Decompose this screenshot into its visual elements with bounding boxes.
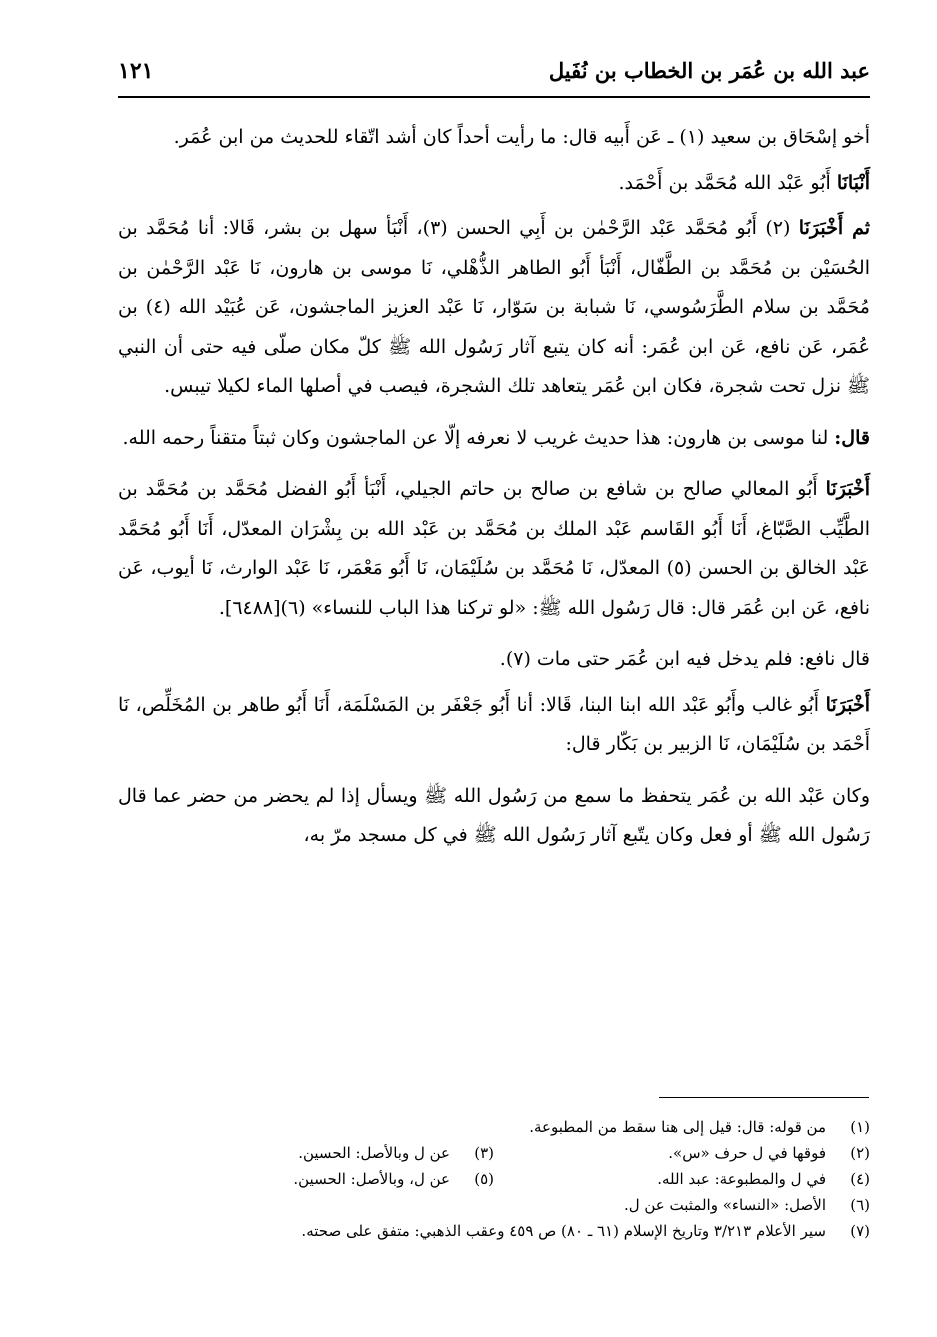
footnote-6 [624, 1192, 870, 1218]
footnote-text: عن ل، وبالأصل: الحسين. [293, 1170, 450, 1188]
paragraph-5 [118, 470, 870, 628]
footnote-text: فوقها في ل حرف «س». [668, 1144, 826, 1162]
footnote-1 [529, 1114, 870, 1140]
paragraph-text: أَبُو عَبْد الله مُحَمَّد بن أَحْمَد. [618, 171, 837, 194]
paragraph-3 [118, 209, 870, 407]
footnote-4 [494, 1166, 870, 1192]
footnote-3 [118, 1140, 494, 1166]
paragraph-text: أخو إسْحَاق بن سعيد (١) ـ عَن أَبيه قال: ما رأيت أحداً كان أشد اتّقاء للحديث من ابن عُمَر. [173, 126, 870, 148]
paragraph-text: قال نافع: فلم يدخل فيه ابن عُمَر حتى مات (٧). [499, 648, 870, 670]
footnote-7 [301, 1218, 870, 1244]
footnote-number: (١) [850, 1118, 870, 1136]
paragraph-lead: أَخْبَرَنَا [825, 478, 870, 500]
header-divider [118, 96, 870, 98]
paragraph-4 [118, 419, 870, 459]
paragraph-6 [118, 640, 870, 680]
footnote-text: سير الأعلام ٣/٢١٣ وتاريخ الإسلام (٦١ ـ ٨٠) ص ٤٥٩ وعقب الذهبي: متفق على صحته. [301, 1222, 826, 1240]
paragraph-8 [118, 777, 870, 856]
paragraph-text: أَبُو المعالي صالح بن شافع بن صالح بن حاتم الجيلي، أَنْبَأ أَبُو الفضل مُحَمَّد بن مُحَمَّد بن الطَّيِّب الصَّبّاغ، أَنَا أَبُو القَاسم عَبْد الملك بن مُحَمَّد بن عَبْد الله بن بِشْرَان المعدّل، أَنَا أَبُو مُحَمَّد عَبْد الخالق بن الحسن (٥) المعدّل، نَا مُحَمَّد بن سُلَيْمَان، نَا أَبُو مَعْمَر، نَا عَبْد الوارث، نَا أيوب، عَن نافع، عَن ابن عُمَر قال: قال رَسُول الله ﷺ: «لو تركنا هذا الباب للنساء» (٦)[٦٤٨٨]. [118, 478, 870, 619]
footnote-text: عن ل وبالأصل: الحسين. [298, 1144, 450, 1162]
paragraph-text: أَبُو غالب وأَبُو عَبْد الله ابنا البنا، قَالا: أنا أَبُو جَعْفَر بن المَسْلَمَة، أَنَا أَبُو طاهر بن المُخَلِّص، نَا أَحْمَد بن سُلَيْمَان، نَا الزبير بن بَكّار قال: [118, 693, 870, 755]
paragraph-text: لنا موسى بن هارون: هذا حديث غريب لا نعرفه إلّا عن الماجشون وكان ثبتاً متقناً رحمه الله. [122, 426, 835, 449]
footnote-5 [118, 1166, 494, 1192]
paragraph-1 [118, 118, 870, 158]
footnote-text: الأصل: «النساء» والمثبت عن ل. [623, 1196, 826, 1214]
paragraph-7 [118, 686, 870, 765]
paragraph-lead: أَنْبَانَا [836, 171, 870, 194]
footnote-row [118, 1114, 870, 1140]
footnotes [118, 1114, 870, 1244]
page-number: ١٢١ [118, 58, 154, 84]
footnote-row [118, 1192, 870, 1218]
main-text [118, 118, 870, 868]
footnote-text: من قوله: قال: قيل إلى هنا سقط من المطبوعة. [529, 1118, 826, 1136]
paragraph-2 [118, 164, 870, 204]
footnote-number: (٤) [850, 1170, 870, 1188]
footnote-row [118, 1166, 870, 1192]
running-title: عبد الله بن عُمَر بن الخطاب بن نُفَيل [548, 58, 870, 83]
paragraph-lead: ثم أَخْبَرَنَا [798, 217, 871, 239]
footnote-number: (٣) [474, 1144, 494, 1162]
paragraph-lead: قال: [834, 426, 870, 449]
footnote-number: (٧) [850, 1222, 870, 1240]
footnote-number: (٦) [850, 1196, 870, 1214]
footnote-number: (٢) [850, 1144, 870, 1162]
footnote-divider [659, 1097, 869, 1098]
footnote-row [118, 1140, 870, 1166]
footnote-text: في ل والمطبوعة: عبد الله. [657, 1170, 826, 1188]
paragraph-text: وكان عَبْد الله بن عُمَر يتحفظ ما سمع من رَسُول الله ﷺ ويسأل إذا لم يحضر من حضر عما قال رَسُول الله ﷺ أو فعل وكان يتّبع آثار رَسُول الله ﷺ في كل مسجد مرّ به، [118, 784, 870, 846]
footnote-2 [494, 1140, 870, 1166]
footnote-number: (٥) [474, 1170, 494, 1188]
footnote-row [118, 1218, 870, 1244]
paragraph-lead: أَخْبَرَنَا [825, 693, 870, 716]
page-header [118, 58, 870, 96]
paragraph-text: (٢) أَبُو مُحَمَّد عَبْد الرَّحْمٰن بن أَبِي الحسن (٣)، أَنْبَأ سهل بن بشر، قَالا: أنا مُحَمَّد بن الحُسَيْن بن مُحَمَّد بن الطَّفّال، أَنْبَأ أَبُو الطاهر الذُّهْلي، نَا موسى بن هارون، نَا عَبْد الرَّحْمٰن بن مُحَمَّد بن سلام الطَّرَسُوسي، نَا شبابة بن سَوّار، نَا عَبْد العزيز الماجشون، عَن عُبَيْد الله (٤) بن عُمَر، عَن نافع، عَن ابن عُمَر: أنه كان يتبع آثار رَسُول الله ﷺ كلّ مكان صلّى فيه حتى أن النبي ﷺ نزل تحت شجرة، فكان ابن عُمَر يتعاهد تلك الشجرة، فيصب في أصلها الماء لكيلا تيبس. [118, 217, 870, 397]
